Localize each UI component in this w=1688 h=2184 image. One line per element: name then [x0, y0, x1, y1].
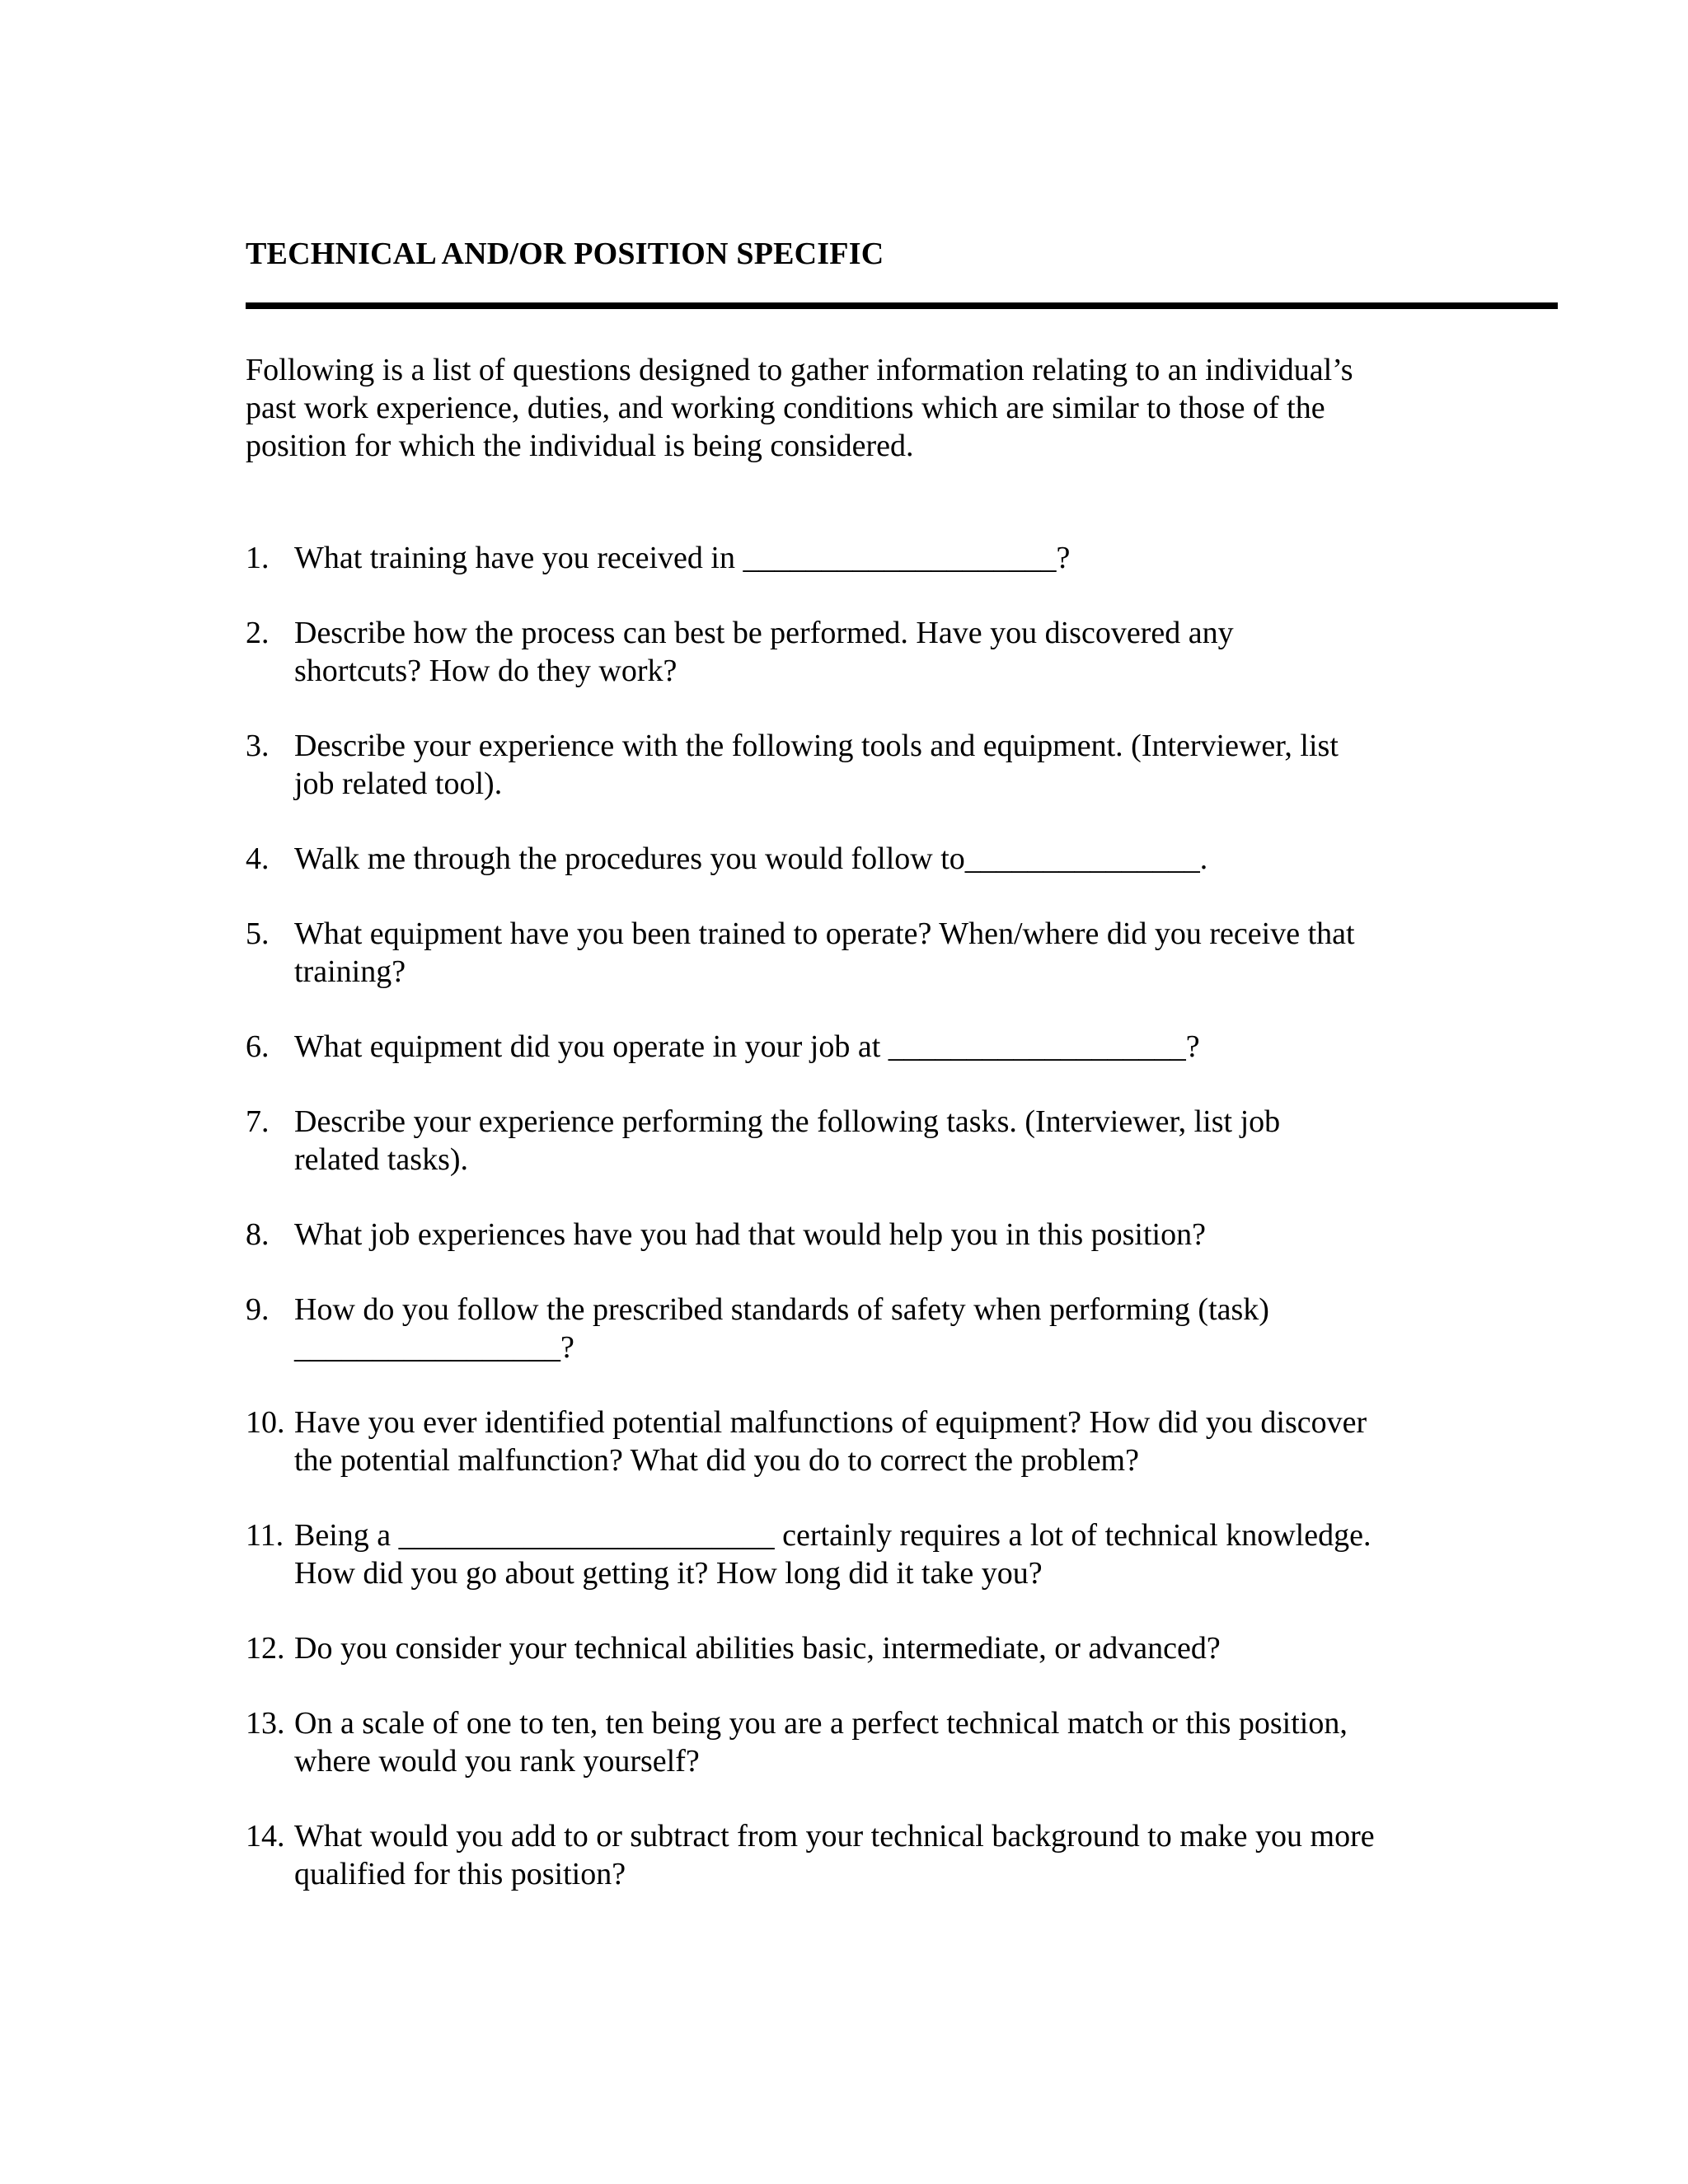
- question-number: 12.: [246, 1631, 285, 1666]
- question-text: shortcuts? How do they work?: [294, 654, 678, 688]
- question-text: Describe your experience with the following tools and equipment. (Interviewer, list: [294, 729, 1339, 763]
- question-number: 1.: [246, 541, 270, 575]
- question-text: related tasks).: [294, 1142, 469, 1177]
- question-text: What equipment did you operate in your job at ___________________?: [294, 1029, 1200, 1064]
- intro-paragraph: [246, 351, 1558, 465]
- question-number: 13.: [246, 1706, 285, 1741]
- question-item: [246, 1704, 1558, 1780]
- question-text: the potential malfunction? What did you do to correct the problem?: [294, 1443, 1139, 1478]
- question-item: [246, 840, 1558, 878]
- question-number: 8.: [246, 1217, 270, 1252]
- question-item: [246, 1629, 1558, 1667]
- question-text: job related tool).: [294, 766, 503, 801]
- question-text: On a scale of one to ten, ten being you are a perfect technical match or this position,: [294, 1706, 1348, 1741]
- question-item: [246, 1103, 1558, 1179]
- question-number: 14.: [246, 1819, 285, 1854]
- question-number: 5.: [246, 916, 270, 951]
- intro-line: past work experience, duties, and working conditions which are similar to those of the: [246, 391, 1325, 425]
- question-text: Describe how the process can best be performed. Have you discovered any: [294, 616, 1234, 650]
- question-text: Have you ever identified potential malfunctions of equipment? How did you discover: [294, 1405, 1367, 1440]
- question-number: 2.: [246, 616, 270, 650]
- question-item: [246, 1817, 1558, 1893]
- question-item: [246, 539, 1558, 577]
- question-number: 3.: [246, 729, 270, 763]
- intro-line: position for which the individual is being considered.: [246, 429, 914, 463]
- question-item: [246, 1291, 1558, 1366]
- question-item: [246, 1028, 1558, 1066]
- question-text: where would you rank yourself?: [294, 1744, 700, 1779]
- question-number: 11.: [246, 1518, 284, 1553]
- question-text: qualified for this position?: [294, 1857, 626, 1891]
- question-text: Do you consider your technical abilities basic, intermediate, or advanced?: [294, 1631, 1221, 1666]
- question-text: What training have you received in ____________________?: [294, 541, 1071, 575]
- question-item: [246, 915, 1558, 991]
- intro-line: Following is a list of questions designed to gather information relating to an individual’s: [246, 353, 1353, 387]
- question-text: How do you follow the prescribed standards of safety when performing (task): [294, 1292, 1269, 1327]
- question-text: How did you go about getting it? How long did it take you?: [294, 1556, 1043, 1591]
- question-text: What would you add to or subtract from your technical background to make you more: [294, 1819, 1375, 1854]
- question-number: 7.: [246, 1104, 270, 1139]
- question-item: [246, 1516, 1558, 1592]
- question-item: [246, 1216, 1558, 1254]
- title-divider: [246, 302, 1558, 309]
- document-title: TECHNICAL AND/OR POSITION SPECIFIC: [246, 237, 884, 271]
- question-text: Being a ________________________ certainly requires a lot of technical knowledge.: [294, 1518, 1372, 1553]
- question-text: Walk me through the procedures you would follow to_______________.: [294, 841, 1208, 876]
- question-number: 6.: [246, 1029, 270, 1064]
- question-text: training?: [294, 954, 406, 989]
- question-number: 9.: [246, 1292, 270, 1327]
- question-item: [246, 614, 1558, 690]
- question-number: 10.: [246, 1405, 285, 1440]
- question-text: What equipment have you been trained to operate? When/where did you receive that: [294, 916, 1355, 951]
- question-number: 4.: [246, 841, 270, 876]
- question-text: _________________?: [294, 1330, 574, 1365]
- question-item: [246, 1404, 1558, 1479]
- question-text: What job experiences have you had that would help you in this position?: [294, 1217, 1206, 1252]
- question-text: Describe your experience performing the following tasks. (Interviewer, list job: [294, 1104, 1281, 1139]
- question-item: [246, 727, 1558, 803]
